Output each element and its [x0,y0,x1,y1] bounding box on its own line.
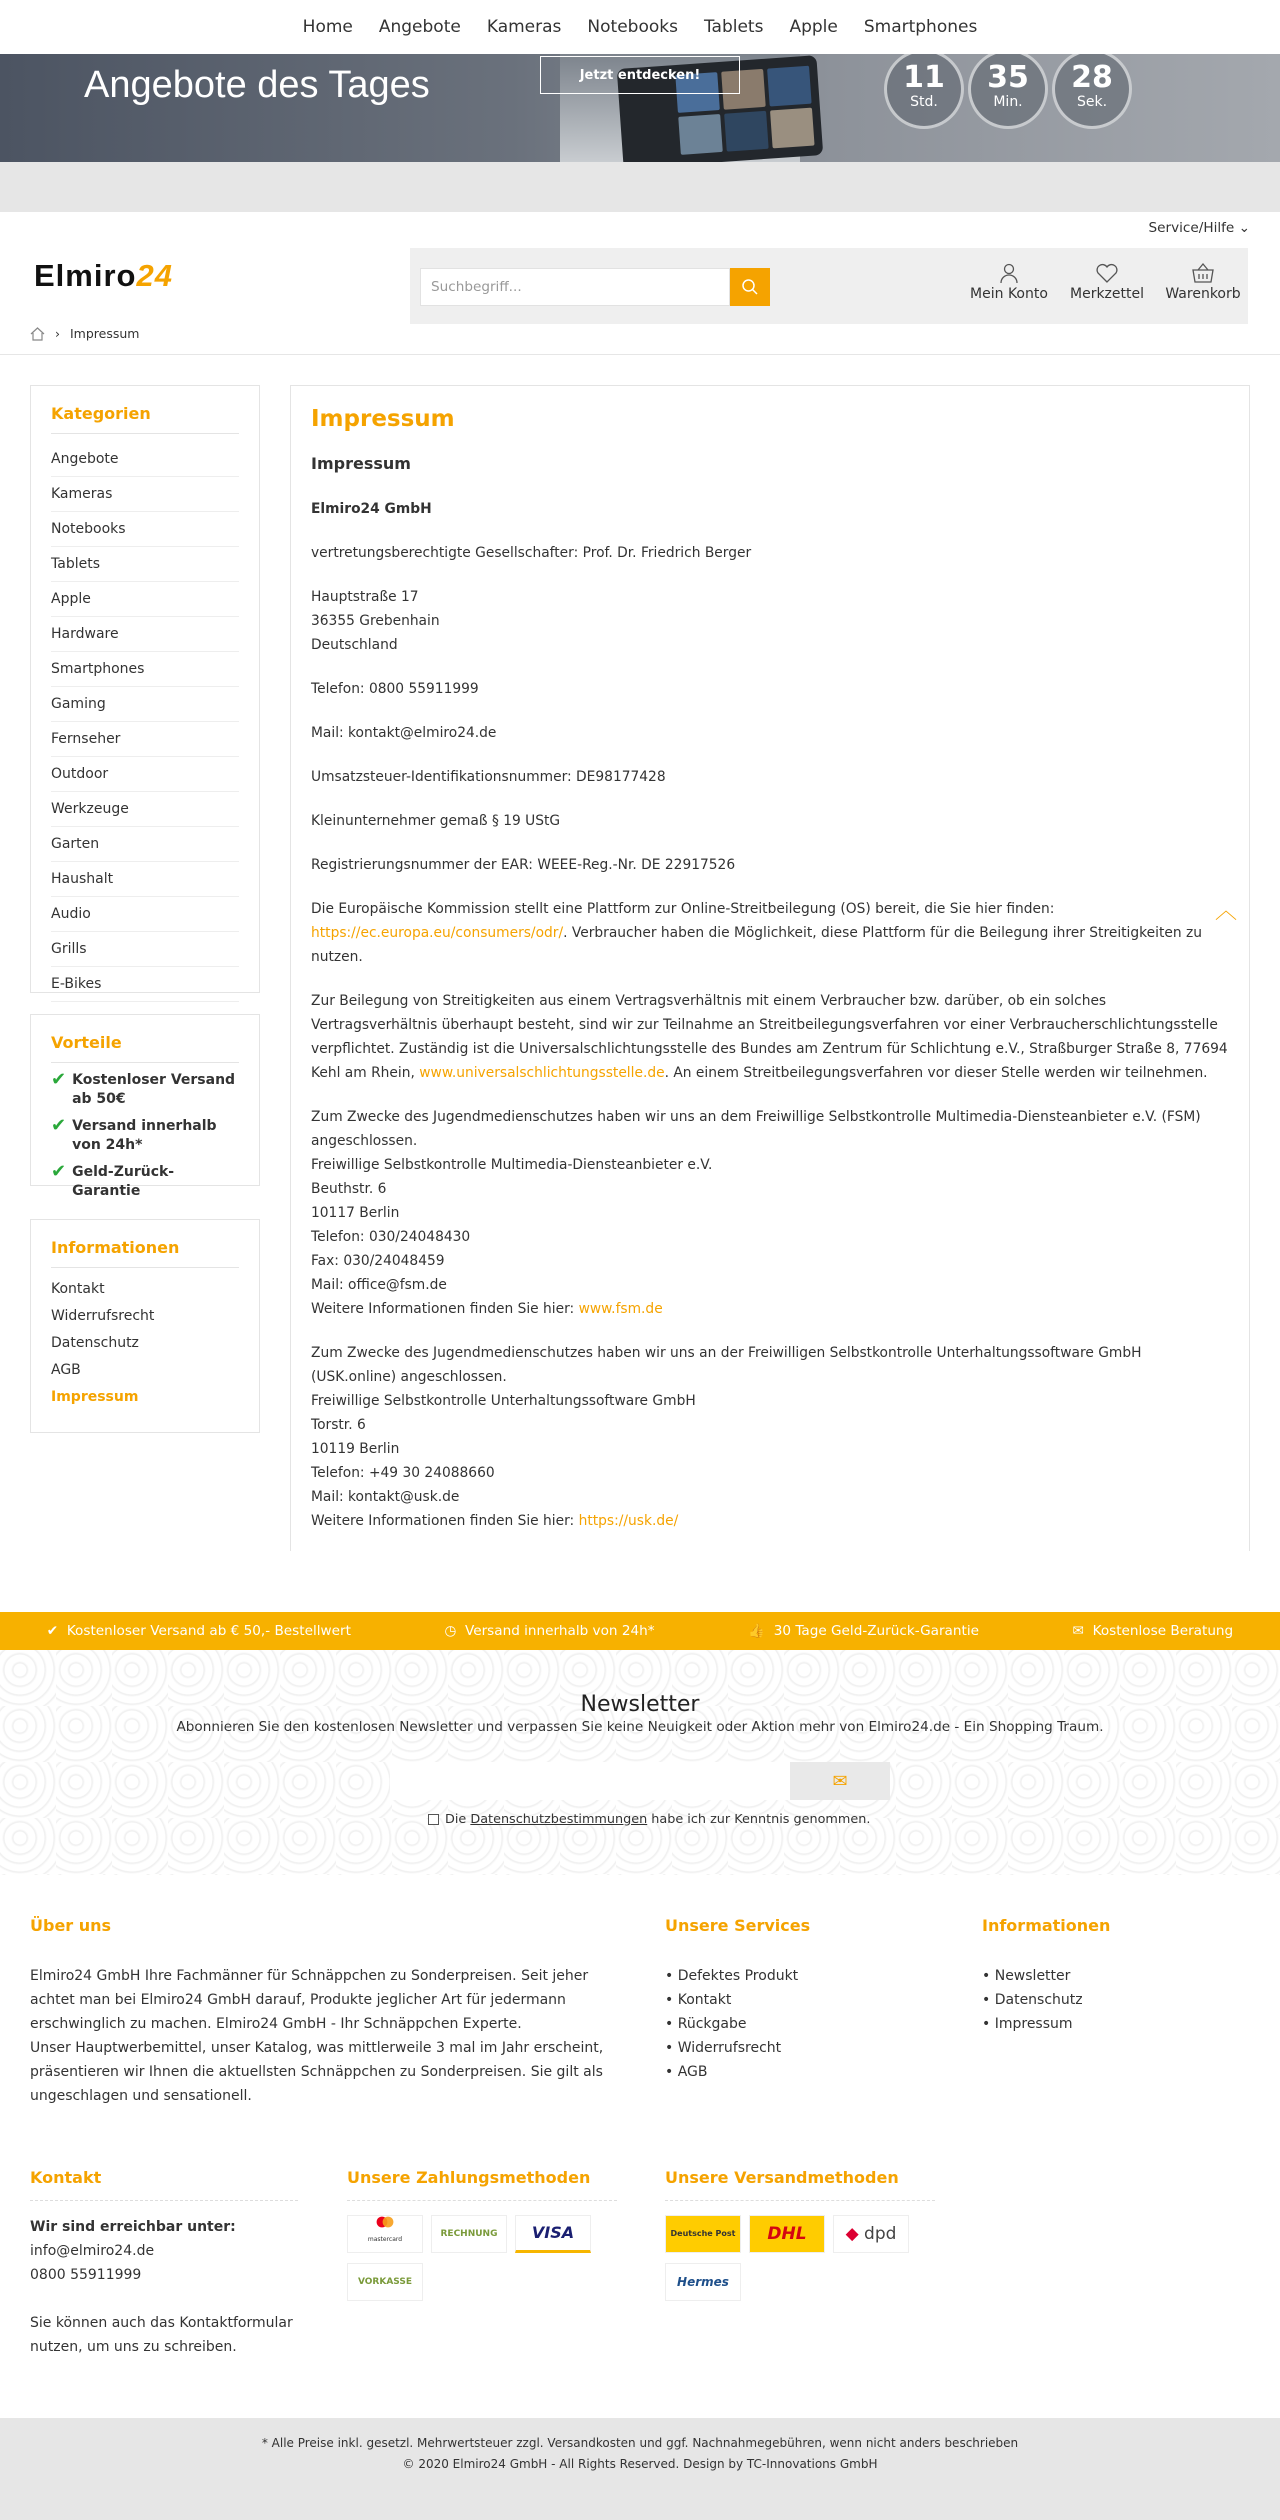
sidebar-category-audio[interactable]: Audio [51,897,239,932]
newsletter-title: Newsletter [580,1692,700,1717]
footer-service-link[interactable]: • Widerrufsrecht [665,2040,782,2056]
footer-about [30,1914,620,2108]
newsletter-email-input[interactable] [390,1762,790,1800]
home-icon[interactable] [30,327,45,341]
dispute-paragraph: Zur Beilegung von Streitigkeiten aus einem Vertragsverhältnis mit einem Verbraucher bzw. darüber, ob ein solches Vertragsverhältnis überhaupt besteht, sind wir zur Teilnahme an Streitbeilegungsverfahren vor einer Verbraucherschlichtungsstelle verpflichtet. Zuständig ist die Universalschlichtungsstelle des Bundes am Zentrum für Schlichtung e.V., Straßburger Straße 8, 77694 Kehl am Rhein, www.universalschlichtungsstelle.de. An einem Streitbeilegungsverfahren vor dieser Stelle werden wir teilnehmen. [311,993,1228,1081]
nav-home[interactable]: Home [302,17,353,37]
nav-smartphones[interactable]: Smartphones [863,17,978,37]
weee-number: Registrierungsnummer der EAR: WEEE-Reg.-Nr. DE 22917526 [311,857,736,873]
footer-services [665,1914,935,2084]
newsletter-subtitle: Abonnieren Sie den kostenlosen Newsletter und verpassen Sie keine Neuigkeit oder Aktion mehr von Elmiro24.de - Ein Shopping Traum. [176,1719,1104,1735]
sidebar-category-smartphones[interactable]: Smartphones [51,652,239,687]
footer-info-link[interactable]: • Datenschutz [982,1992,1083,2008]
sidebar-info-agb[interactable]: AGB [51,1362,81,1378]
sidebar-category-tablets[interactable]: Tablets [51,547,239,582]
sidebar-benefits [30,1014,260,1199]
sidebar-category-hardware[interactable]: Hardware [51,617,239,652]
visa-logo: VISA [515,2215,591,2253]
sidebar-category-kameras[interactable]: Kameras [51,477,239,512]
clock-icon: ◷ [444,1623,457,1639]
search-input[interactable]: Suchbegriff... [420,268,730,306]
info-title: Informationen [51,1238,239,1268]
check-icon: ✔ [51,1161,67,1182]
usp-bar [0,1612,1280,1650]
usp-item: ◷ Versand innerhalb von 24h* [444,1623,655,1639]
footer-info-link[interactable]: • Impressum [982,2016,1073,2032]
sidebar-category-garten[interactable]: Garten [51,827,239,862]
mastercard-logo: mastercard [347,2215,423,2253]
newsletter-consent[interactable]: Die Datenschutzbestimmungen habe ich zur Kenntnis genommen. [428,1812,870,1827]
sidebar-category-gaming[interactable]: Gaming [51,687,239,722]
contact-note: Sie können auch das Kontaktformular nutzen, um uns zu schreiben. [30,2315,293,2355]
thumbs-up-icon: 👍 [748,1623,766,1639]
banner-cta-button[interactable]: Jetzt entdecken! [540,56,740,94]
check-icon: ✔ [51,1069,67,1090]
cart-link[interactable]: Warenkorb [1158,262,1248,302]
copyright: © 2020 Elmiro24 GmbH - All Rights Reserved. Design by TC-Innovations GmbH [402,2457,878,2471]
sidebar-category-grills[interactable]: Grills [51,932,239,967]
site-logo[interactable]: Elmiro24 [34,258,173,293]
heart-icon [1095,262,1119,284]
service-menu[interactable]: Service/Hilfe ⌄ [1148,220,1250,236]
countdown-hours: 11 Std. [884,54,964,129]
footer-shipping [665,2166,935,2311]
footer-service-link[interactable]: • Rückgabe [665,2016,747,2032]
sidebar-info [30,1219,260,1433]
footer-service-link[interactable]: • Kontakt [665,1992,732,2008]
footer-info [982,1914,1252,2036]
deals-banner[interactable] [0,54,1280,162]
user-icon [998,262,1020,284]
page-title: Impressum [311,406,455,432]
basket-icon [1191,262,1215,284]
sidebar-info-datenschutz[interactable]: Datenschutz [51,1335,139,1351]
nav-angebote[interactable]: Angebote [378,17,461,37]
about-title: Über uns [30,1916,112,1935]
sidebar-category-haushalt[interactable]: Haushalt [51,862,239,897]
phone: Telefon: 0800 55911999 [311,681,479,697]
about-text: Elmiro24 GmbH Ihre Fachmänner für Schnäppchen zu Sonderpreisen. Seit jeher achtet man bei Elmiro24 GmbH darauf, Produkte jeglicher Art für jedermann erschwinglich zu machen. Elmiro24 GmbH - Ihr Schnäppchen Experte. Unser Hauptwerbemittel, unser Katalog, was mittlerweile 3 mal im Jahr erscheint, präsentieren wir Ihnen die aktuellsten Schnäppchen zu Sonderpreisen. Sie gilt als ungeschlagen und sensationell. [30,1968,604,2104]
services-title: Unsere Services [665,1916,811,1935]
company-name: Elmiro24 GmbH [311,501,432,517]
chevron-down-icon: ⌄ [1238,220,1250,236]
sidebar-info-widerrufsrecht[interactable]: Widerrufsrecht [51,1308,155,1324]
contact-mail[interactable]: info@elmiro24.de [30,2243,155,2259]
divider [0,354,1280,355]
nav-notebooks[interactable]: Notebooks [587,17,678,37]
benefit-item: ✔ Versand innerhalb von 24h* [51,1115,217,1153]
shipping-title: Unsere Versandmethoden [665,2166,935,2201]
prepayment-logo: VORKASSE [347,2263,423,2301]
benefit-item: ✔ Geld-Zurück-Garantie [51,1161,175,1199]
footer-payment [347,2166,617,2311]
address-block: Hauptstraße 17 36355 Grebenhain Deutschland [311,589,440,653]
os-paragraph: Die Europäische Kommission stellt eine Plattform zur Online-Streitbeilegung (OS) bereit, die Sie hier finden: https://ec.europa.eu/consumers/odr/. Verbraucher haben die Möglichkeit, diese Plattform für die Beilegung ihrer Streitigkeiten zu nutzen. [311,901,1202,965]
footer-info-link[interactable]: • Newsletter [982,1968,1071,1984]
small-business: Kleinunternehmer gemaß § 19 UStG [311,813,561,829]
sidebar-categories [30,385,260,993]
footer-info-title: Informationen [982,1916,1111,1935]
sidebar-info-impressum[interactable]: Impressum [51,1389,139,1405]
nav-tablets[interactable]: Tablets [703,17,764,37]
footer-service-link[interactable]: • Defektes Produkt [665,1968,799,1984]
contact-heading: Wir sind erreichbar unter: [30,2219,236,2235]
mail: Mail: kontakt@elmiro24.de [311,725,497,741]
price-note: * Alle Preise inkl. gesetzl. Mehrwertsteuer zzgl. Versandkosten und ggf. Nachnahmegebühren, wenn nicht anders beschrieben [261,2436,1019,2450]
countdown-seconds: 28 Sek. [1052,54,1132,129]
fsm-paragraph: Zum Zwecke des Jugendmedienschutzes haben wir uns an dem Freiwillige Selbstkontrolle Multimedia-Diensteanbieter e.V. (FSM) angeschlossen. Freiwillige Selbstkontrolle Multimedia-Diensteanbieter e.V. Beuthstr. 6 10117 Berlin Telefon: 030/24048430 Fax: 030/24048459 Mail: office@fsm.de Weitere Informationen finden Sie hier: www.fsm.de [311,1109,1201,1317]
fsm-link[interactable]: www.fsm.de [578,1301,663,1317]
breadcrumb [30,326,139,341]
check-icon: ✔ [46,1623,59,1639]
sidebar-category-outdoor[interactable]: Outdoor [51,757,239,792]
dpd-logo: ◆ dpd [833,2215,909,2253]
sidebar-category-apple[interactable]: Apple [51,582,239,617]
benefit-item: ✔ Kostenloser Versand ab 50€ [51,1069,236,1107]
os-link[interactable]: https://ec.europa.eu/consumers/odr/ [311,925,564,941]
benefits-title: Vorteile [51,1033,239,1063]
envelope-icon: ✉ [832,1770,848,1792]
spacer-band [0,162,1280,212]
payment-title: Unsere Zahlungsmethoden [347,2166,617,2201]
privacy-link[interactable]: Datenschutzbestimmungen [470,1812,648,1827]
search-icon [741,278,759,296]
contact-phone[interactable]: 0800 55911999 [30,2267,142,2283]
chevron-right-icon: › [55,326,60,341]
sidebar-category-werkzeuge[interactable]: Werkzeuge [51,792,239,827]
sidebar-info-kontakt[interactable]: Kontakt [51,1281,105,1297]
legal-footer [0,2418,1280,2520]
deutsche-post-logo: Deutsche Post [665,2215,741,2253]
nav-kameras[interactable]: Kameras [486,17,562,37]
newsletter-submit-button[interactable] [790,1762,890,1800]
dhl-logo: DHL [749,2215,825,2253]
envelope-icon: ✉ [1072,1623,1084,1639]
sidebar-category-fernseher[interactable]: Fernseher [51,722,239,757]
hermes-logo: Hermes [665,2263,741,2301]
newsletter-section [0,1650,1280,1875]
usk-link[interactable]: https://usk.de/ [578,1513,679,1529]
top-navigation [0,0,1280,54]
universal-link[interactable]: www.universalschlichtungsstelle.de [419,1065,665,1081]
sidebar-category-angebote[interactable]: Angebote [51,442,239,477]
consent-checkbox[interactable] [428,1814,439,1825]
search-button[interactable] [730,268,770,306]
contact-title: Kontakt [30,2166,298,2201]
account-link[interactable]: Mein Konto [964,262,1054,302]
categories-title: Kategorien [51,404,239,434]
impressum-content [290,385,1250,1551]
chevron-up-icon[interactable]: ︿ [1214,899,1237,924]
nav-apple[interactable]: Apple [789,17,838,37]
usp-item: 👍 30 Tage Geld-Zurück-Garantie [748,1623,979,1639]
usk-paragraph: Zum Zwecke des Jugendmedienschutzes haben wir uns an der Freiwilligen Selbstkontrolle Unterhaltungssoftware GmbH (USK.online) angeschlossen. Freiwillige Selbstkontrolle Unterhaltungssoftware GmbH Torstr. 6 10119 Berlin Telefon: +49 30 24088660 Mail: kontakt@usk.de Weitere Informationen finden Sie hier: https://usk.de/ [311,1345,1142,1529]
representative: vertretungsberechtigte Gesellschafter: Prof. Dr. Friedrich Berger [311,545,752,561]
invoice-logo: RECHNUNG [431,2215,507,2253]
usp-item: ✉ Kostenlose Beratung [1072,1623,1234,1639]
sidebar-category-e-bikes[interactable]: E-Bikes [51,967,239,1002]
footer-contact [30,2166,298,2359]
section-title: Impressum [311,454,411,473]
breadcrumb-current[interactable]: Impressum [70,326,140,341]
usp-item: ✔ Kostenloser Versand ab € 50,- Bestellwert [46,1623,351,1639]
countdown-minutes: 35 Min. [968,54,1048,129]
sidebar-category-notebooks[interactable]: Notebooks [51,512,239,547]
vat-id: Umsatzsteuer-Identifikationsnummer: DE98177428 [311,769,666,785]
banner-title: Angebote des Tages [84,64,430,106]
check-icon: ✔ [51,1115,67,1136]
footer-service-link[interactable]: • AGB [665,2064,708,2080]
wishlist-link[interactable]: Merkzettel [1062,262,1152,302]
